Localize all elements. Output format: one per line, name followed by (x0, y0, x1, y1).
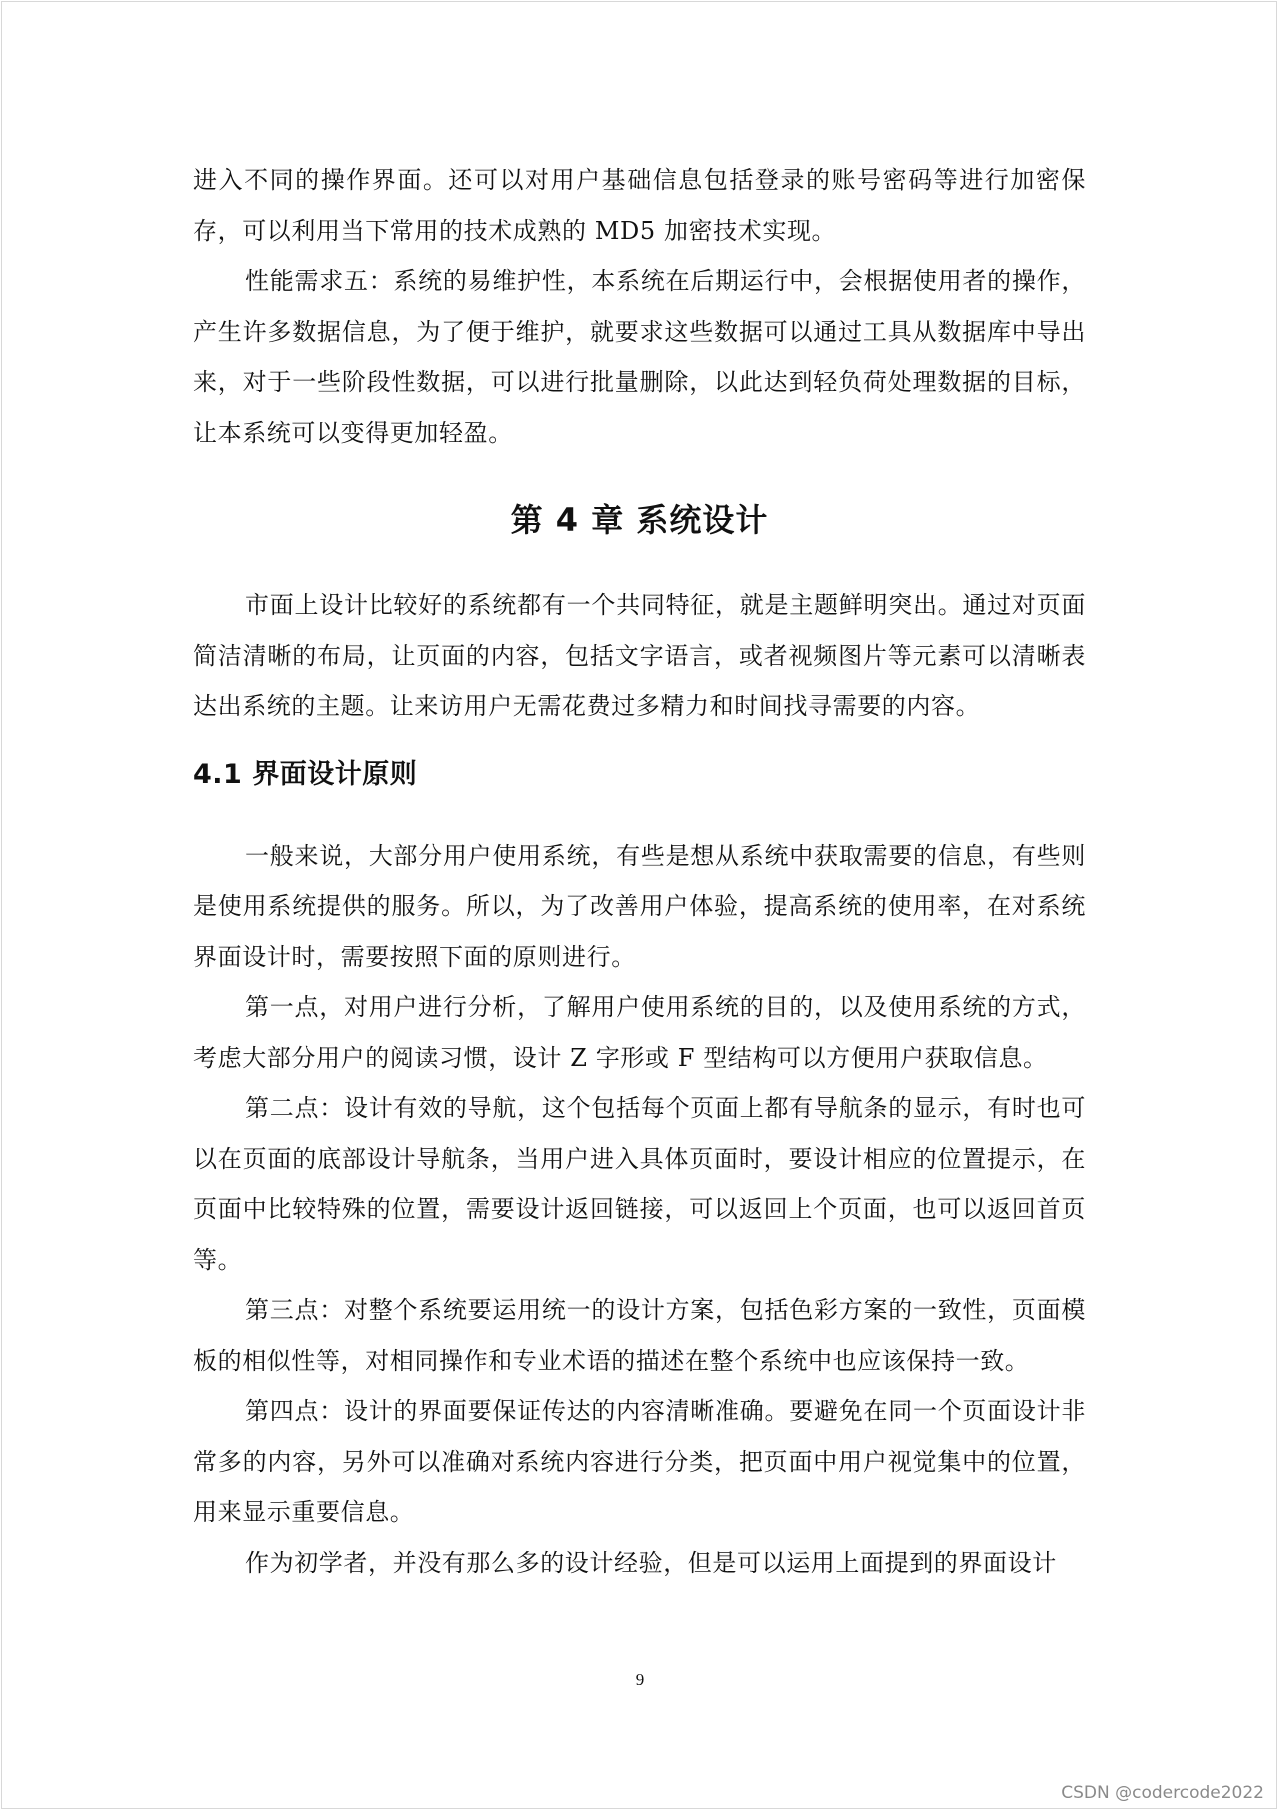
document-body (193, 155, 1086, 1588)
paragraph-performance-requirement: 性能需求五：系统的易维护性，本系统在后期运行中，会根据使用者的操作，产生许多数据信息，为了便于维护，就要求这些数据可以通过工具从数据库中导出来，对于一些阶段性数据，可以进行批量删除，以此达到轻负荷处理数据的目标，让本系统可以变得更加轻盈。 (193, 267, 1086, 447)
watermark-text: CSDN @codercode2022 (1061, 1783, 1264, 1803)
section-paragraph: 一般来说，大部分用户使用系统，有些是想从系统中获取需要的信息，有些则是使用系统提供的服务。所以，为了改善用户体验，提高系统的使用率，在对系统界面设计时，需要按照下面的原则进行。 (193, 841, 1086, 971)
chapter-title: 第 4 章 系统设计 (510, 501, 769, 539)
section-paragraph: 第一点，对用户进行分析，了解用户使用系统的目的，以及使用系统的方式，考虑大部分用户的阅读习惯，设计 Z 字形或 F 型结构可以方便用户获取信息。 (193, 993, 1086, 1072)
section-paragraph: 第二点：设计有效的导航，这个包括每个页面上都有导航条的显示，有时也可以在页面的底部设计导航条，当用户进入具体页面时，要设计相应的位置提示，在页面中比较特殊的位置，需要设计返回链接，可以返回上个页面，也可以返回首页等。 (193, 1094, 1086, 1274)
chapter-intro-paragraph: 市面上设计比较好的系统都有一个共同特征，就是主题鲜明突出。通过对页面简洁清晰的布局，让页面的内容，包括文字语言，或者视频图片等元素可以清晰表达出系统的主题。让来访用户无需花费过多精力和时间找寻需要的内容。 (193, 591, 1086, 720)
paragraph-continued: 进入不同的操作界面。还可以对用户基础信息包括登录的账号密码等进行加密保存，可以利用当下常用的技术成熟的 MD5 加密技术实现。 (193, 166, 1086, 245)
section-paragraph: 第三点：对整个系统要运用统一的设计方案，包括色彩方案的一致性，页面模板的相似性等，对相同操作和专业术语的描述在整个系统中也应该保持一致。 (193, 1296, 1086, 1375)
section-title: 4.1 界面设计原则 (193, 758, 418, 790)
page-number: 9 (635, 1670, 645, 1689)
section-paragraph: 第四点：设计的界面要保证传达的内容清晰准确。要避免在同一个页面设计非常多的内容，另外可以准确对系统内容进行分类，把页面中用户视觉集中的位置，用来显示重要信息。 (193, 1397, 1086, 1526)
section-paragraph: 作为初学者，并没有那么多的设计经验，但是可以运用上面提到的界面设计 (245, 1548, 1057, 1577)
